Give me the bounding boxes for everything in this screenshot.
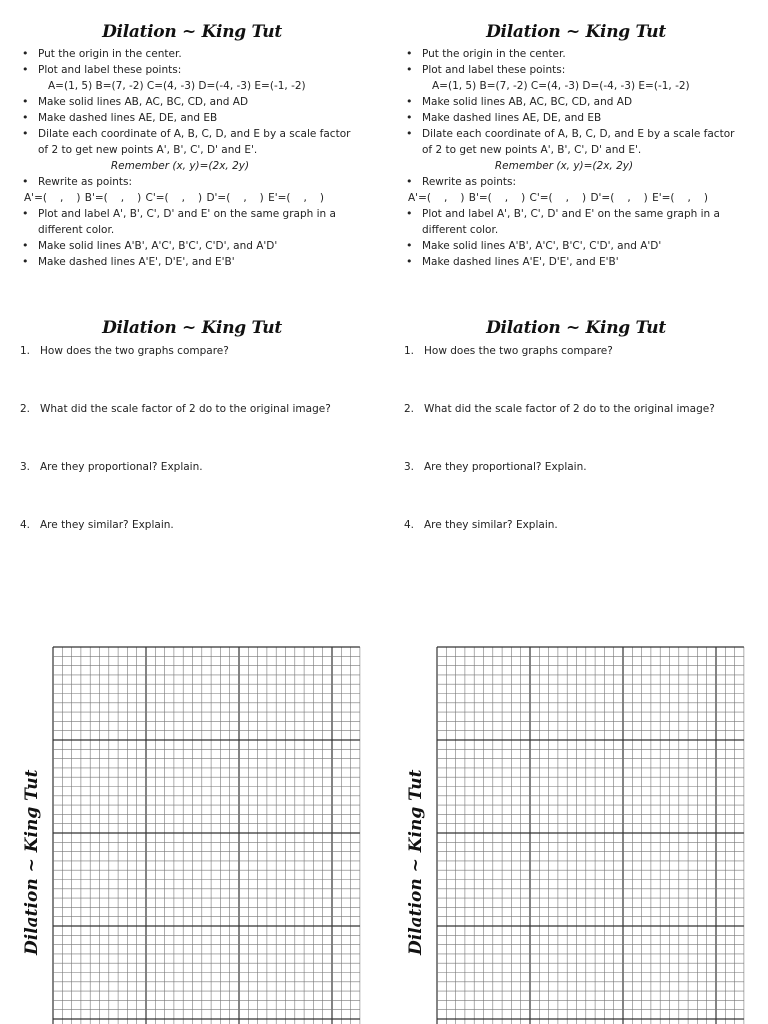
- step-dashed-lines: • Make dashed lines AE, DE, and EB: [20, 110, 360, 126]
- point-coordinates: A=(1, 5) B=(7, -2) C=(4, -3) D=(-4, -3) E=(-1, -2): [432, 80, 690, 92]
- question-text: Are they proportional? Explain.: [424, 461, 587, 473]
- point-blanks: A'=( , ) B'=( , ) C'=( , ) D'=( , ) E'=( , ): [408, 192, 708, 204]
- step-dilate: • Dilate each coordinate of A, B, C, D, and E by a scale factor of 2 to get new points A', B', C', D' and E'.: [20, 126, 360, 158]
- step-plot: • Plot and label these points:: [404, 62, 744, 78]
- graph-paper[interactable]: [52, 646, 365, 1024]
- question-text: What did the scale factor of 2 do to the original image?: [424, 403, 715, 415]
- remember-rule: Remember (x, y)=(2x, 2y): [110, 160, 250, 172]
- step-rewrite: • Rewrite as points:: [404, 174, 744, 190]
- step-solid-lines: • Make solid lines AB, AC, BC, CD, and AD: [404, 94, 744, 110]
- remember-rule: Remember (x, y)=(2x, 2y): [494, 160, 634, 172]
- coordinate-grid[interactable]: [52, 646, 365, 1024]
- question-list: [404, 345, 754, 577]
- question-number: 2.: [20, 403, 31, 415]
- step-origin: • Put the origin in the center.: [404, 46, 744, 62]
- question-text: Are they proportional? Explain.: [40, 461, 203, 473]
- question-item: [404, 345, 754, 403]
- step-dilate: • Dilate each coordinate of A, B, C, D, and E by a scale factor of 2 to get new points A', B', C', D' and E'.: [404, 126, 744, 158]
- coordinate-grid[interactable]: [436, 646, 749, 1024]
- step-dashed-new: • Make dashed lines A'E', D'E', and E'B': [20, 254, 360, 270]
- question-text: How does the two graphs compare?: [40, 345, 229, 357]
- step-solid-lines: • Make solid lines AB, AC, BC, CD, and AD: [20, 94, 360, 110]
- question-text: Are they similar? Explain.: [424, 519, 558, 531]
- question-item: [404, 519, 754, 577]
- questions-title: Dilation ~ King Tut: [102, 318, 282, 338]
- question-item: [20, 461, 370, 519]
- graph-paper[interactable]: [436, 646, 749, 1024]
- worksheet-title: Dilation ~ King Tut: [102, 22, 282, 42]
- question-list: [20, 345, 370, 577]
- question-text: What did the scale factor of 2 do to the original image?: [40, 403, 331, 415]
- question-number: 3.: [20, 461, 31, 473]
- worksheet-title: Dilation ~ King Tut: [486, 22, 666, 42]
- question-number: 2.: [404, 403, 415, 415]
- question-item: [20, 519, 370, 577]
- question-item: [404, 461, 754, 519]
- step-rewrite: • Rewrite as points:: [20, 174, 360, 190]
- question-number: 4.: [20, 519, 31, 531]
- question-number: 3.: [404, 461, 415, 473]
- question-item: [20, 403, 370, 461]
- step-dashed-new: • Make dashed lines A'E', D'E', and E'B': [404, 254, 744, 270]
- point-blanks: A'=( , ) B'=( , ) C'=( , ) D'=( , ) E'=( , ): [24, 192, 324, 204]
- instruction-list: [404, 46, 744, 270]
- step-dashed-lines: • Make dashed lines AE, DE, and EB: [404, 110, 744, 126]
- step-plot-new: • Plot and label A', B', C', D' and E' on the same graph in a different color.: [20, 206, 360, 238]
- question-number: 4.: [404, 519, 415, 531]
- worksheet-right: [384, 0, 768, 1024]
- point-coordinates: A=(1, 5) B=(7, -2) C=(4, -3) D=(-4, -3) E=(-1, -2): [48, 80, 306, 92]
- step-solid-new: • Make solid lines A'B', A'C', B'C', C'D', and A'D': [20, 238, 360, 254]
- graph-side-title: Dilation ~ King Tut: [406, 769, 426, 955]
- question-item: [404, 403, 754, 461]
- question-number: 1.: [404, 345, 415, 357]
- step-plot: • Plot and label these points:: [20, 62, 360, 78]
- step-origin: • Put the origin in the center.: [20, 46, 360, 62]
- questions-title: Dilation ~ King Tut: [486, 318, 666, 338]
- question-item: [20, 345, 370, 403]
- question-text: How does the two graphs compare?: [424, 345, 613, 357]
- instruction-list: [20, 46, 360, 270]
- step-plot-new: • Plot and label A', B', C', D' and E' on the same graph in a different color.: [404, 206, 744, 238]
- question-number: 1.: [20, 345, 31, 357]
- step-solid-new: • Make solid lines A'B', A'C', B'C', C'D', and A'D': [404, 238, 744, 254]
- question-text: Are they similar? Explain.: [40, 519, 174, 531]
- graph-side-title: Dilation ~ King Tut: [22, 769, 42, 955]
